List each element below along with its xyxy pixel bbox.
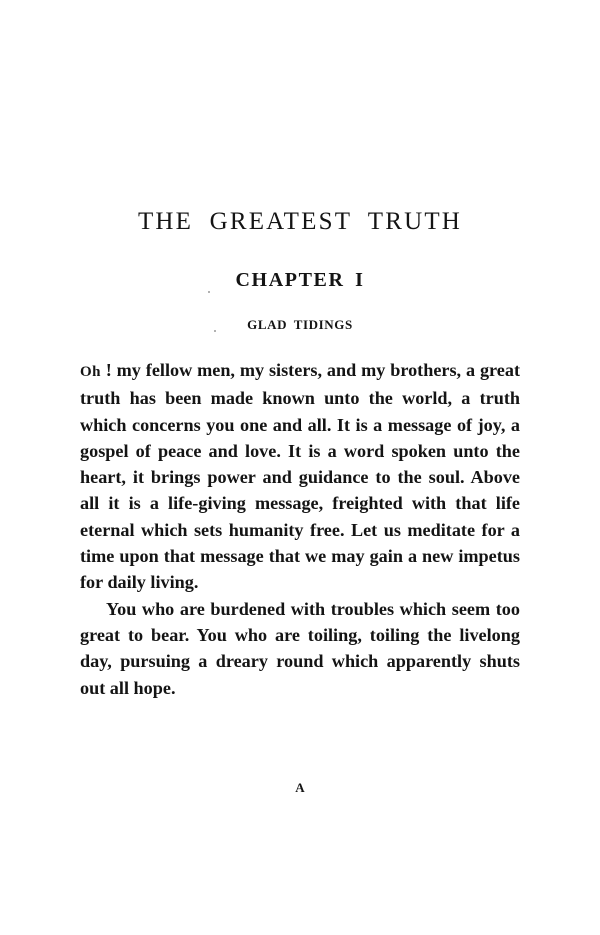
paragraph-1-lead: Oh xyxy=(80,364,101,380)
paragraph-1 xyxy=(80,357,520,596)
chapter-heading: CHAPTER I xyxy=(235,269,365,291)
signature-mark: A xyxy=(295,780,305,795)
paragraph-1-text: ! my fellow men, my sisters, and my brothers, a great truth has been made known unto the world, a truth which concerns you one and all. It is a message of joy, a gospel of peace and love. It is a word spoken unto the heart, it brings power and guidance to the soul. Above all it is a life-giving message, freighted with that life eternal which sets humanity free. Let us meditate for a time upon that message that we may gain a new impetus for daily living. xyxy=(80,360,521,593)
body-text xyxy=(80,357,520,701)
book-title: THE GREATEST TRUTH xyxy=(137,208,463,235)
print-speck xyxy=(208,291,210,293)
paragraph-2: You who are burdened with troubles which seem too great to bear. You who are toiling, toiling the livelong day, pursuing a dreary round which apparently shuts out all hope. xyxy=(80,598,520,698)
print-speck xyxy=(214,330,216,332)
chapter-subtitle: GLAD TIDINGS xyxy=(247,317,353,332)
